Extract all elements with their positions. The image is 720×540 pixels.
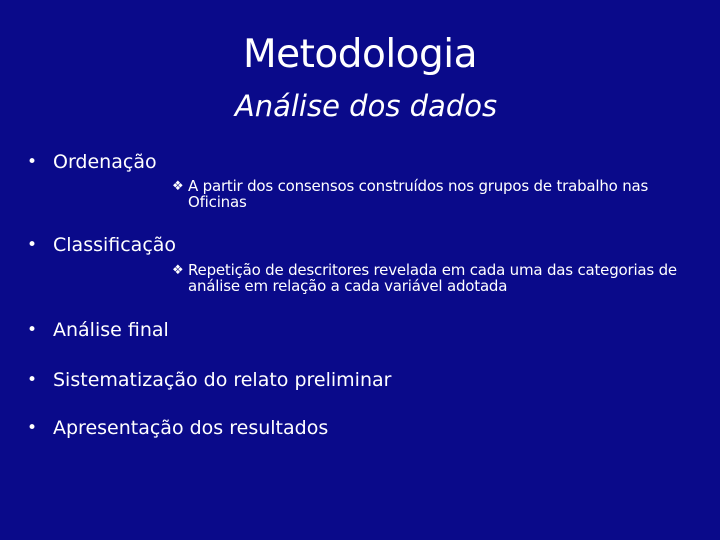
bullet-dot-icon: •: [27, 418, 38, 438]
sub-bullet-text: A partir dos consensos construídos nos grupos de trabalho nas Oficinas: [188, 177, 649, 211]
bullet-dot-icon: •: [27, 235, 38, 255]
bullet-dot-icon: •: [27, 152, 38, 172]
bullet-dot-icon: •: [27, 320, 38, 340]
bullet-item: [27, 366, 391, 394]
bullet-label: Apresentação dos resultados: [53, 417, 329, 439]
slide-subtitle: Análise dos dados: [234, 89, 498, 123]
bullet-label: Sistematização do relato preliminar: [53, 369, 392, 391]
bullet-item: [27, 231, 176, 259]
slide-title: Metodologia: [242, 32, 478, 77]
bullet-dot-icon: •: [27, 370, 38, 390]
bullet-label: Classificação: [53, 234, 177, 256]
bullet-item: [27, 148, 157, 176]
bullet-label: Análise final: [53, 319, 169, 341]
sub-bullet-text: Repetição de descritores revelada em cada uma das categorias de análise em relação a cada variável adotada: [188, 261, 677, 295]
diamond-bullet-icon: ❖: [172, 263, 184, 278]
sub-bullet-item: [172, 178, 702, 210]
bullet-label: Ordenação: [53, 151, 157, 173]
sub-bullet-item: [172, 262, 702, 294]
bullet-item: [27, 414, 328, 442]
bullet-item: [27, 316, 169, 344]
diamond-bullet-icon: ❖: [172, 179, 184, 194]
